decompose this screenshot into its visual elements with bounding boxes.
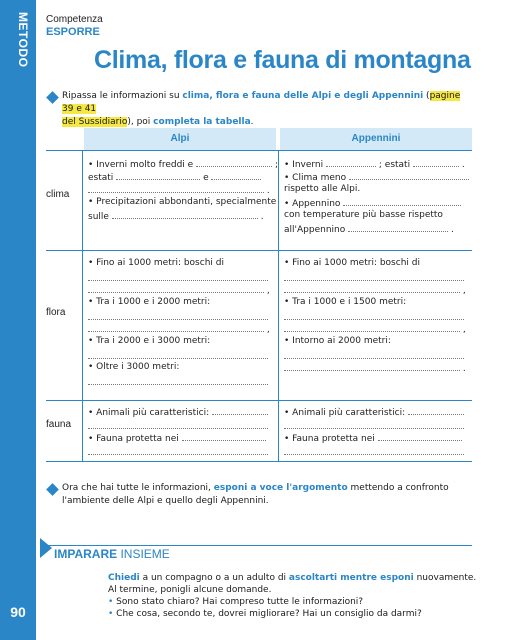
section-label: METODO [16,12,30,68]
row-label-clima: clima [46,189,70,200]
diamond-bullet-icon [46,91,59,104]
divider [278,151,279,251]
cell-flora-alpi: • Fino ai 1000 metri: boschi di , • Tra i 1000 e i 2000 metri: , • Tra i 2000 e i 3000 metri: • Oltre i 3000 metri: [88,257,274,387]
table-row-fauna [46,400,472,462]
divider [278,401,279,461]
divider [278,251,279,401]
intro-instructions: Ripassa le informazioni su clima, flora e fauna delle Alpi e degli Appennini (pagine 39 e 41 del Sussidiario), poi completa la tabella. [62,91,461,127]
diamond-bullet-icon [46,483,59,496]
section-rule [46,545,472,546]
cell-flora-appennini: • Fino ai 1000 metri: boschi di , • Tra i 1000 e i 1500 metri: , • Intorno ai 2000 metri: . [284,258,466,374]
imparare-text: Chiedi a un compagno o a un adulto di ascoltarti mentre esponi nuovamente. Al termine, ponigli alcune domande. • Sono stato chiaro? Hai compreso tutte le informazioni? • Che cosa, secondo te, dovrei migliorare? Hai un consiglio da darmi? [108,573,477,619]
side-tab [0,0,36,640]
page-number: 90 [10,604,26,620]
arrow-marker-icon [40,538,52,558]
cell-clima-alpi: • Inverni molto freddi e ; estati e . • Precipitazioni abbondanti, specialmente sulle . [88,157,274,222]
header-alpi: Alpi [84,128,276,150]
table-row-flora [46,250,472,401]
outro-instructions: Ora che hai tutte le informazioni, esponi a voce l'argomento mettendo a confronto l'ambiente delle Alpi e quello degli Appennini. [62,483,449,506]
cell-clima-appennini: • Inverni ; estati . • Clima meno rispetto alle Alpi. • Appennino con temperature più basse rispetto all'Appennino . [284,157,470,235]
esporre-label: ESPORRE [46,26,100,38]
row-label-fauna: fauna [46,419,72,430]
page-title: Clima, flora e fauna di montagna [94,46,471,74]
info-table [46,128,472,444]
imparare-insieme-heading: IMPARARE INSIEME [54,547,170,561]
cell-fauna-appennini: • Animali più caratteristici: • Fauna protetta nei [284,405,470,457]
table-header [46,128,472,150]
table-row-clima [46,150,472,251]
competenza-label: Competenza [46,14,103,25]
divider [82,251,83,401]
cell-fauna-alpi: • Animali più caratteristici: • Fauna protetta nei [88,405,274,457]
divider [82,401,83,461]
row-label-flora: flora [46,307,66,318]
header-appennini: Appennini [280,128,472,150]
divider [82,151,83,251]
